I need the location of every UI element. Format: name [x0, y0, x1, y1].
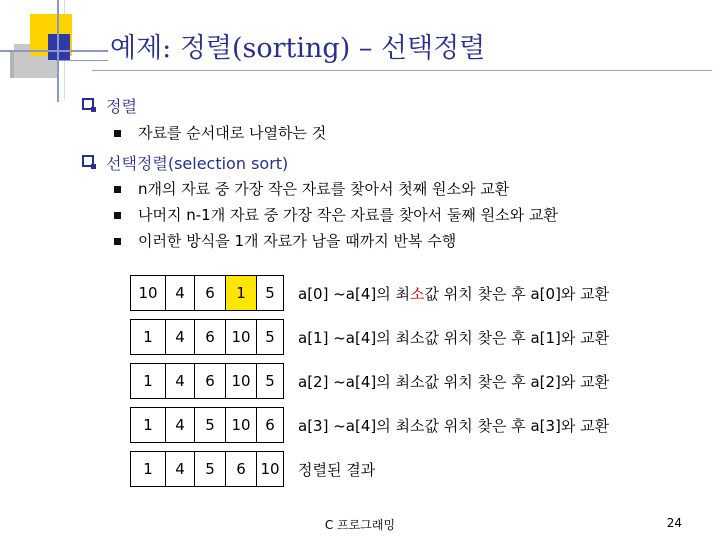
array-cell: 6 [195, 364, 226, 399]
sub-bullet: 자료를 순서대로 나열하는 것 [138, 124, 327, 142]
square-bullet-icon [114, 238, 121, 245]
step-description-text: a[1] ~a[4]의 최소값 위치 찾은 후 a[1]와 교환 [298, 328, 610, 347]
array-cell: 10 [226, 408, 257, 443]
step-description [298, 364, 668, 399]
sub-bullet: 이러한 방식을 1개 자료가 남을 때까지 반복 수행 [138, 232, 457, 250]
array-cell: 4 [166, 364, 195, 399]
array-cell: 6 [257, 408, 284, 443]
step-row [131, 320, 669, 355]
step-row [131, 408, 669, 443]
step-description-text: a[3] ~a[4]의 최소값 위치 찾은 후 a[3]와 교환 [298, 416, 610, 435]
spacer [284, 276, 299, 311]
step-description [298, 276, 668, 311]
square-bullet-icon [114, 130, 121, 137]
array-cell: 1 [131, 320, 166, 355]
array-cell: 6 [195, 320, 226, 355]
row-gap [131, 399, 669, 408]
page-number: 24 [666, 516, 682, 530]
array-cell: 5 [195, 408, 226, 443]
decor-horizontal-line [0, 50, 108, 52]
selection-sort-steps-table [130, 275, 668, 487]
array-cell: 10 [131, 276, 166, 311]
step-description [298, 452, 668, 487]
row-gap [131, 311, 669, 320]
array-cell: 10 [226, 364, 257, 399]
sub-bullet: 나머지 n-1개 자료 중 가장 작은 자료를 찾아서 둘째 원소와 교환 [138, 206, 558, 224]
footer-course: C 프로그래밍 [324, 518, 396, 532]
step-row [131, 364, 669, 399]
square-bullet-icon [114, 212, 121, 219]
decor-blue-block [48, 34, 70, 60]
array-cell: 5 [195, 452, 226, 487]
bullet-selection-sort: 선택정렬(selection sort) [106, 154, 289, 173]
array-cell: 4 [166, 408, 195, 443]
step-description [298, 320, 668, 355]
array-cell: 10 [226, 320, 257, 355]
array-cell: 1 [226, 276, 257, 311]
spacer [284, 320, 299, 355]
array-cell: 6 [226, 452, 257, 487]
step-description-text: 정렬된 결과 [298, 460, 376, 479]
array-cell: 5 [257, 364, 284, 399]
array-cell: 5 [257, 320, 284, 355]
row-gap [131, 355, 669, 364]
title-divider [92, 70, 712, 71]
step-description-highlight: 소 [409, 284, 425, 303]
array-cell: 1 [131, 408, 166, 443]
bullet-sorting: 정렬 [106, 97, 137, 116]
square-bullet-icon [114, 186, 121, 193]
spacer [284, 408, 299, 443]
step-row [131, 276, 669, 311]
array-cell: 1 [131, 452, 166, 487]
row-gap [131, 443, 669, 452]
array-cell: 5 [257, 276, 284, 311]
step-description-text: a[0] ~a[4]의 최 [298, 284, 410, 303]
array-cell: 1 [131, 364, 166, 399]
step-description-text-end: 값 위치 찾은 후 a[0]와 교환 [424, 284, 610, 303]
decor-horizontal-line-2 [56, 60, 108, 61]
slide-title: 예제: 정렬(sorting) – 선택정렬 [110, 33, 486, 64]
q-bullet-icon [82, 98, 94, 110]
step-description-text: a[2] ~a[4]의 최소값 위치 찾은 후 a[2]와 교환 [298, 372, 610, 391]
array-cell: 4 [166, 452, 195, 487]
array-cell: 6 [195, 276, 226, 311]
spacer [284, 364, 299, 399]
step-row [131, 452, 669, 487]
spacer [284, 452, 299, 487]
array-cell: 4 [166, 320, 195, 355]
q-bullet-icon [82, 155, 94, 167]
sub-bullet: n개의 자료 중 가장 작은 자료를 찾아서 첫째 원소와 교환 [138, 180, 510, 198]
step-description [298, 408, 668, 443]
array-cell: 4 [166, 276, 195, 311]
array-cell: 10 [257, 452, 284, 487]
